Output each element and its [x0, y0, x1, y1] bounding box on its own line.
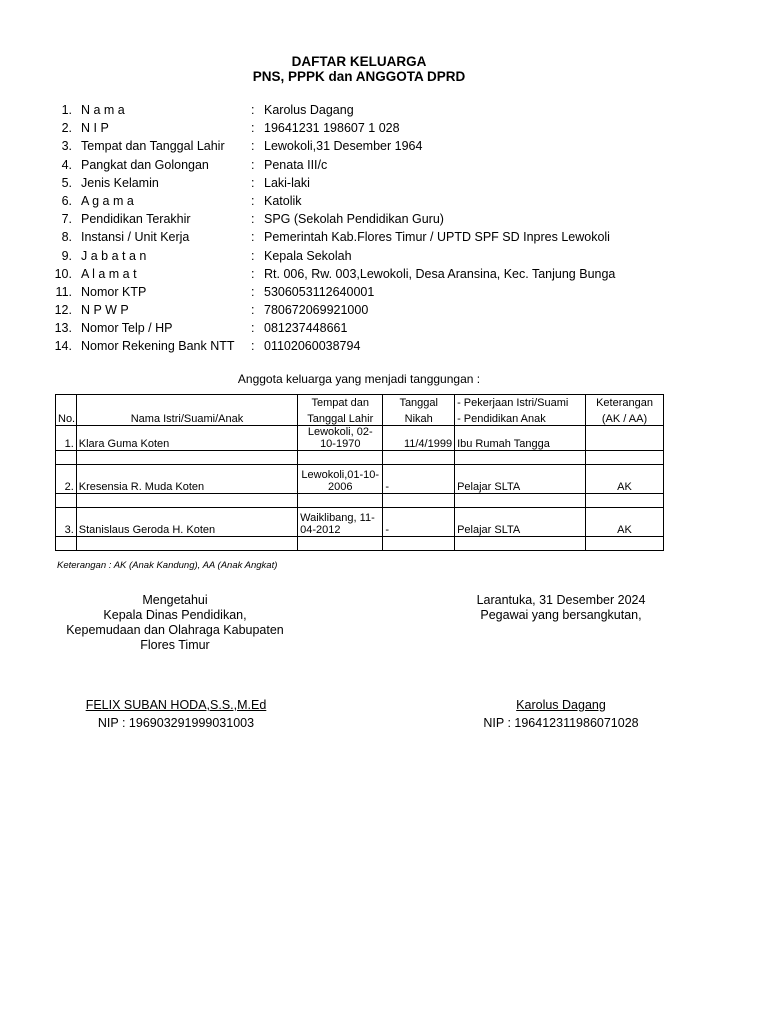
info-colon: :: [251, 175, 255, 190]
info-value: Pemerintah Kab.Flores Timur / UPTD SPF SD Inpres Lewokoli: [264, 230, 610, 245]
sig-left-line2: Kepala Dinas Pendidikan,: [103, 608, 247, 622]
header-tempat-line2: Tanggal Lahir: [307, 413, 374, 425]
header-tanggal-line1: Tanggal: [399, 397, 438, 409]
sig-right-line2: Pegawai yang bersangkutan,: [480, 608, 642, 622]
info-colon: :: [251, 139, 255, 154]
signatory-name-right-text: Karolus Dagang: [516, 698, 606, 712]
info-value: Laki-laki: [264, 175, 310, 190]
info-label: A g a m a: [81, 193, 134, 208]
cell-tempat-line1: Lewokoli, 02-: [307, 426, 373, 438]
info-value: 081237448661: [264, 321, 348, 336]
info-value: Kepala Sekolah: [264, 248, 352, 263]
info-label: Nomor KTP: [81, 284, 147, 299]
cell-tempat-line1: Lewokoli,01-10-: [301, 469, 380, 481]
sig-left-line4: Flores Timur: [140, 638, 210, 652]
info-number: 8.: [61, 230, 72, 245]
info-label: Tempat dan Tanggal Lahir: [81, 139, 225, 154]
cell-pekerjaan: Ibu Rumah Tangga: [455, 426, 586, 451]
info-label: N I P: [81, 121, 109, 136]
info-number: 1.: [61, 103, 72, 117]
document-subtitle: PNS, PPPK dan ANGGOTA DPRD: [252, 69, 466, 84]
info-value: Penata III/c: [264, 157, 328, 172]
table-row: [56, 465, 664, 494]
table-caption: Anggota keluarga yang menjadi tanggungan :: [237, 372, 481, 386]
info-value: Rt. 006, Rw. 003,Lewokoli, Desa Aransina, Kec. Tanjung Bunga: [264, 266, 616, 281]
info-row-npwp: [0, 303, 768, 321]
signature-block-left: [40, 593, 310, 653]
info-number: 12.: [54, 303, 72, 318]
table-header-row: [56, 395, 664, 426]
info-label: Instansi / Unit Kerja: [81, 230, 190, 245]
signatory-name-right: [440, 698, 682, 712]
info-value: Karolus Dagang: [264, 103, 354, 117]
info-value: 780672069921000: [264, 303, 369, 318]
info-row-nama: [0, 103, 768, 121]
cell-keterangan: [586, 426, 664, 451]
info-number: 2.: [61, 121, 72, 136]
info-value: 5306053112640001: [264, 284, 375, 299]
header-nama: Nama Istri/Suami/Anak: [76, 395, 297, 426]
info-label: Jenis Kelamin: [81, 175, 159, 190]
info-row-pendidikan: [0, 212, 768, 230]
info-number: 5.: [61, 175, 72, 190]
info-colon: :: [251, 266, 255, 281]
sig-right-line1: Larantuka, 31 Desember 2024: [476, 593, 646, 607]
info-number: 9.: [61, 248, 72, 263]
info-colon: :: [251, 339, 255, 354]
cell-pekerjaan: Pelajar SLTA: [455, 465, 586, 494]
info-label: Pendidikan Terakhir: [81, 212, 191, 227]
table-row-empty: [56, 537, 664, 551]
info-label: Nomor Telp / HP: [81, 321, 173, 336]
info-row-instansi: [0, 230, 768, 248]
info-colon: :: [251, 212, 255, 227]
header-keterangan: [586, 395, 664, 426]
cell-tempat-line2: 10-1970: [320, 438, 361, 450]
header-pekerjaan-line1: - Pekerjaan Istri/Suami: [457, 397, 569, 409]
info-label: A l a m a t: [81, 266, 137, 281]
header-keterangan-line1: Keterangan: [596, 397, 653, 409]
info-colon: :: [251, 230, 255, 245]
info-label: N a m a: [81, 103, 125, 117]
info-colon: :: [251, 103, 255, 117]
info-number: 14.: [54, 339, 72, 354]
header-tempat-tanggal-lahir: [298, 395, 383, 426]
cell-no: 1.: [56, 426, 77, 451]
cell-tempat-line1: Waiklibang, 11-: [300, 512, 375, 524]
signatory-name-left: [40, 698, 312, 712]
header-tanggal-nikah: [383, 395, 455, 426]
info-number: 13.: [54, 321, 72, 336]
info-colon: :: [251, 121, 255, 136]
info-number: 4.: [61, 157, 72, 172]
cell-tanggal-nikah: -: [383, 465, 455, 494]
signature-block-right: [440, 593, 682, 623]
cell-tanggal-nikah: -: [383, 508, 455, 537]
keterangan-note: Keterangan : AK (Anak Kandung), AA (Anak Angkat): [57, 560, 278, 571]
cell-tempat-tanggal-lahir: [298, 465, 383, 494]
info-row-jabatan: [0, 249, 768, 267]
info-row-alamat: [0, 267, 768, 285]
info-row-ktp: [0, 285, 768, 303]
info-colon: :: [251, 321, 255, 336]
family-table: [55, 394, 664, 551]
cell-tempat-line2: 04-2012: [300, 524, 341, 536]
header-pekerjaan-line2: - Pendidikan Anak: [457, 413, 546, 425]
info-row-tempat-tanggal-lahir: [0, 139, 768, 157]
info-colon: :: [251, 157, 255, 172]
info-colon: :: [251, 303, 255, 318]
info-value: SPG (Sekolah Pendidikan Guru): [264, 212, 444, 227]
info-colon: :: [251, 193, 255, 208]
table-row: [56, 508, 664, 537]
info-value: 01102060038794: [264, 339, 361, 354]
table-row-empty: [56, 451, 664, 465]
info-row-pangkat: [0, 158, 768, 176]
signatory-nip-right: NIP : 196412311986071028: [483, 716, 639, 730]
info-number: 3.: [61, 139, 72, 154]
cell-no: 3.: [56, 508, 77, 537]
info-colon: :: [251, 248, 255, 263]
info-label: J a b a t a n: [81, 248, 147, 263]
info-label: Nomor Rekening Bank NTT: [81, 339, 235, 354]
info-row-jenis-kelamin: [0, 176, 768, 194]
info-row-telp: [0, 321, 768, 339]
info-label: Pangkat dan Golongan: [81, 157, 209, 172]
table-row: [56, 426, 664, 451]
table-row-empty: [56, 494, 664, 508]
cell-keterangan: AK: [586, 508, 664, 537]
header-no: No.: [56, 395, 77, 426]
info-label: N P W P: [81, 303, 129, 318]
cell-tanggal-nikah: 11/4/1999: [383, 426, 455, 451]
cell-nama: Kresensia R. Muda Koten: [76, 465, 297, 494]
info-number: 7.: [61, 212, 72, 227]
info-number: 10.: [54, 266, 72, 281]
cell-tempat-line2: 2006: [328, 481, 353, 493]
info-value: Lewokoli,31 Desember 1964: [264, 139, 423, 154]
document-title: DAFTAR KELUARGA: [291, 54, 427, 69]
cell-nama: Klara Guma Koten: [76, 426, 297, 451]
info-number: 6.: [61, 193, 72, 208]
cell-nama: Stanislaus Geroda H. Koten: [76, 508, 297, 537]
cell-no: 2.: [56, 465, 77, 494]
info-number: 11.: [55, 284, 72, 299]
sig-left-line1: Mengetahui: [142, 593, 208, 607]
cell-keterangan: AK: [586, 465, 664, 494]
sig-left-line3: Kepemudaan dan Olahraga Kabupaten: [66, 623, 284, 637]
signatory-name-left-text: FELIX SUBAN HODA,S.S.,M.Ed: [85, 698, 267, 712]
info-colon: :: [251, 284, 255, 299]
info-row-agama: [0, 194, 768, 212]
header-tanggal-line2: Nikah: [404, 413, 433, 425]
info-value: 19641231 198607 1 028: [264, 121, 400, 136]
header-tempat-line1: Tempat dan: [311, 397, 369, 409]
cell-pekerjaan: Pelajar SLTA: [455, 508, 586, 537]
header-pekerjaan: [455, 395, 586, 426]
signatory-nip-left: NIP : 196903291999031003: [97, 716, 255, 730]
info-value: Katolik: [264, 193, 302, 208]
info-row-nip: [0, 121, 768, 139]
personal-info-list: [0, 103, 768, 358]
header-keterangan-line2: (AK / AA): [601, 413, 648, 425]
cell-tempat-tanggal-lahir: [298, 508, 383, 537]
cell-tempat-tanggal-lahir: [298, 426, 383, 451]
info-row-rekening: [0, 339, 768, 357]
